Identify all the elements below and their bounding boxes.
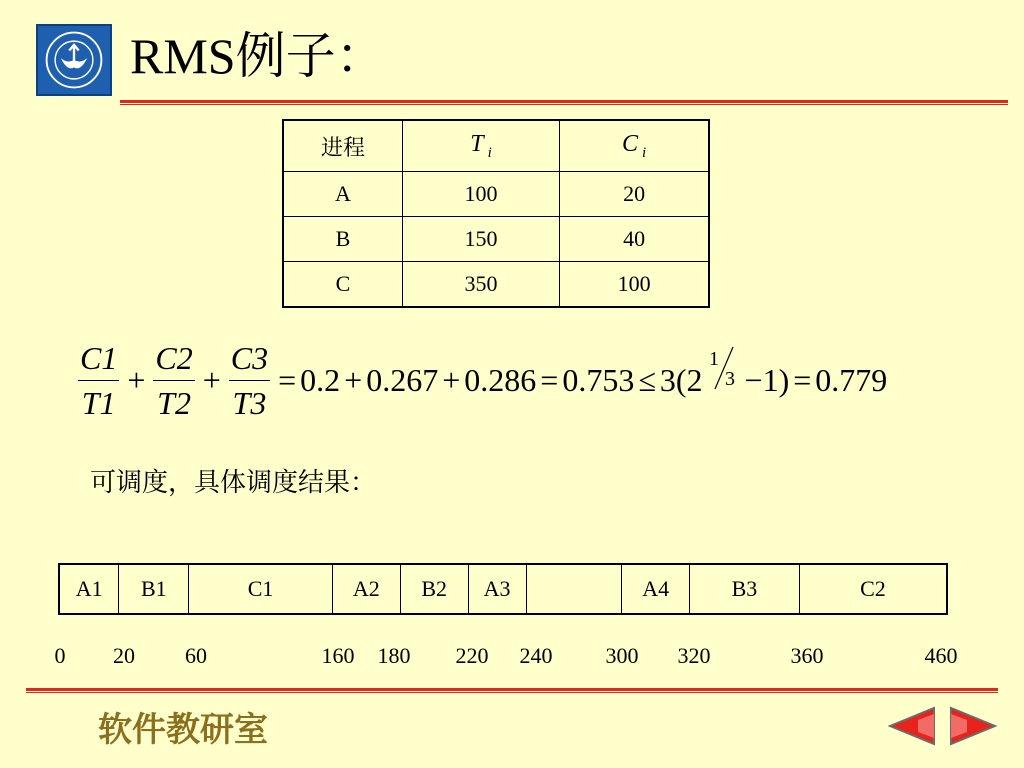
cell-compute: 20 <box>560 172 709 217</box>
utilization-bound: 0.779 <box>815 361 888 398</box>
cell-period: 100 <box>402 172 559 217</box>
university-seal-icon <box>36 24 112 96</box>
cell-compute: 100 <box>560 262 709 308</box>
equals-sign: = <box>278 361 297 398</box>
arrow-left-icon <box>888 706 938 746</box>
exponent-denominator: 3 <box>724 368 735 390</box>
header-period <box>402 120 559 172</box>
compute-subscript: i <box>642 144 647 161</box>
bottom-divider <box>26 688 998 694</box>
gantt-slot: B3 <box>690 564 800 614</box>
time-tick: 220 <box>455 643 489 668</box>
prev-slide-button[interactable] <box>888 706 938 746</box>
cell-process: C <box>283 262 402 308</box>
time-tick: 180 <box>377 643 411 668</box>
footer-label: 软件教研室 <box>98 710 268 750</box>
cell-period: 150 <box>402 217 559 262</box>
gantt-slot: C2 <box>799 564 947 614</box>
gantt-slot: A2 <box>332 564 400 614</box>
cell-process: A <box>283 172 402 217</box>
cell-process: B <box>283 217 402 262</box>
schedulable-text: 可调度，具体调度结果： <box>90 468 377 498</box>
value-1: 0.2 <box>300 361 341 398</box>
utilization-sum: 0.753 <box>562 361 635 398</box>
time-tick: 20 <box>113 643 135 668</box>
cell-period: 350 <box>402 262 559 308</box>
header-process <box>283 120 402 172</box>
cell-compute: 40 <box>560 217 709 262</box>
gantt-slot: A3 <box>468 564 526 614</box>
gantt-row <box>59 564 947 614</box>
numerator: C3 <box>230 339 269 376</box>
arrow-right-icon <box>947 706 997 746</box>
equals-sign: = <box>540 361 559 398</box>
period-symbol: T <box>470 130 484 157</box>
time-tick: 320 <box>677 643 711 668</box>
time-tick: 300 <box>605 643 639 668</box>
utilization-formula <box>74 330 974 430</box>
time-tick: 0 <box>54 643 66 668</box>
plus-sign: + <box>344 361 363 398</box>
denominator: T2 <box>157 384 191 421</box>
plus-sign: + <box>442 361 461 398</box>
time-tick: 360 <box>790 643 824 668</box>
bound-prefix: 3(2 <box>659 361 703 398</box>
top-divider <box>120 100 1008 106</box>
plus-sign: + <box>127 361 146 398</box>
time-tick: 240 <box>519 643 553 668</box>
time-tick: 160 <box>321 643 355 668</box>
exponent-numerator: 1 <box>708 348 719 370</box>
slide-title: RMS例子： <box>130 28 386 84</box>
denominator: T1 <box>81 384 116 421</box>
exponent-one-third <box>703 341 745 401</box>
time-tick: 60 <box>185 643 207 668</box>
table-row <box>283 172 709 217</box>
gantt-slot: A1 <box>59 564 119 614</box>
leq-sign: ≤ <box>638 361 656 398</box>
period-subscript: i <box>487 144 492 161</box>
header-process-label: 进程 <box>320 134 365 160</box>
next-slide-button[interactable] <box>947 706 997 746</box>
plus-sign: + <box>202 361 221 398</box>
table-header-row <box>283 120 709 172</box>
gantt-slot: B2 <box>400 564 468 614</box>
value-2: 0.267 <box>366 361 439 398</box>
time-tick: 460 <box>924 643 958 668</box>
gantt-slot: A4 <box>622 564 690 614</box>
process-table <box>282 119 710 308</box>
equals-sign: = <box>793 361 812 398</box>
table-row <box>283 262 709 308</box>
denominator: T3 <box>232 384 267 421</box>
header-compute <box>560 120 709 172</box>
compute-symbol: C <box>621 130 638 157</box>
numerator: C1 <box>80 339 118 376</box>
gantt-slot-idle <box>526 564 622 614</box>
fraction-c3-t3 <box>229 339 270 422</box>
bound-suffix: −1) <box>744 361 790 398</box>
table-row <box>283 217 709 262</box>
numerator: C2 <box>155 339 193 376</box>
schedule-gantt <box>58 563 948 615</box>
gantt-slot: C1 <box>189 564 333 614</box>
gantt-slot: B1 <box>119 564 189 614</box>
fraction-c1-t1 <box>78 339 119 422</box>
fraction-c2-t2 <box>153 339 194 422</box>
value-3: 0.286 <box>464 361 537 398</box>
